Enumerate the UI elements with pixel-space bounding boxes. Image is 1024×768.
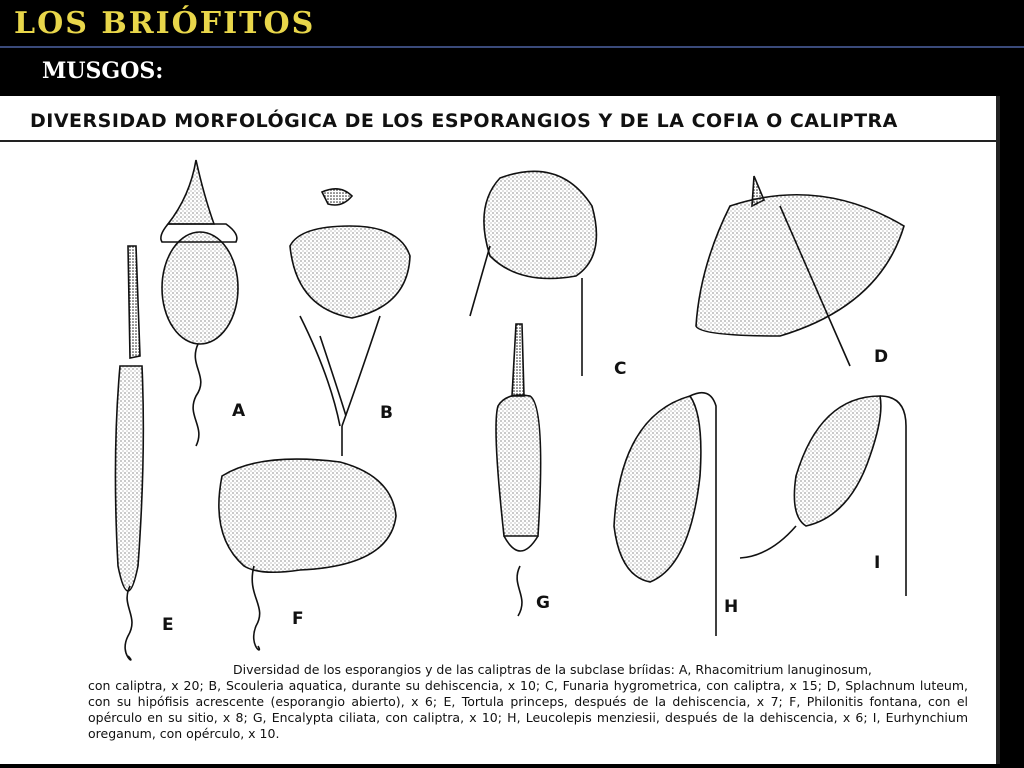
label-i: I [874, 553, 881, 573]
title-bar [0, 0, 1024, 46]
specimen-f [219, 459, 396, 650]
caption-body: con caliptra, x 20; B, Scouleria aquatica, durante su dehiscencia, x 10; C, Funaria hygrometrica, con caliptra, x 15; D, Splachnum luteum, con su hipófisis acrescente (esporangio abierto), x 6; E, Tortula princeps, después de la dehiscencia, x 7; F, Philonitis fontana, con el opérculo en su sitio, x 8; G, Encalypta ciliata, con caliptra, x 10; H, Leucolepis menziesii, después de la dehiscencia, x 6; I, Eurhynchium oreganum, con opérculo, x 10. [88, 678, 968, 741]
label-h: H [724, 597, 739, 617]
label-a: A [232, 401, 246, 421]
slide-subtitle: MUSGOS: [42, 58, 164, 84]
specimen-a [161, 160, 238, 446]
specimen-h [614, 393, 716, 636]
slide-title: LOS BRIÓFITOS [14, 6, 316, 41]
title-divider [0, 46, 1024, 48]
figure-caption [88, 662, 968, 742]
label-g: G [536, 593, 550, 613]
figure-header: DIVERSIDAD MORFOLÓGICA DE LOS ESPORANGIOS Y DE LA COFIA O CALIPTRA [30, 110, 898, 132]
caption-first-line: Diversidad de los esporangios y de las caliptras de la subclase bríidas: A, Rhacomitrium lanuginosum, [233, 662, 872, 677]
label-d: D [874, 347, 889, 367]
label-b: B [380, 403, 393, 423]
label-e: E [162, 615, 174, 635]
specimen-g [496, 324, 541, 616]
label-f: F [292, 609, 304, 629]
label-c: C [614, 359, 627, 379]
specimen-i [740, 396, 906, 596]
specimen-c [470, 171, 596, 376]
specimen-e [115, 246, 143, 660]
scanned-figure [0, 96, 1000, 764]
sheet-edge [996, 96, 1000, 764]
specimen-d [696, 176, 904, 366]
